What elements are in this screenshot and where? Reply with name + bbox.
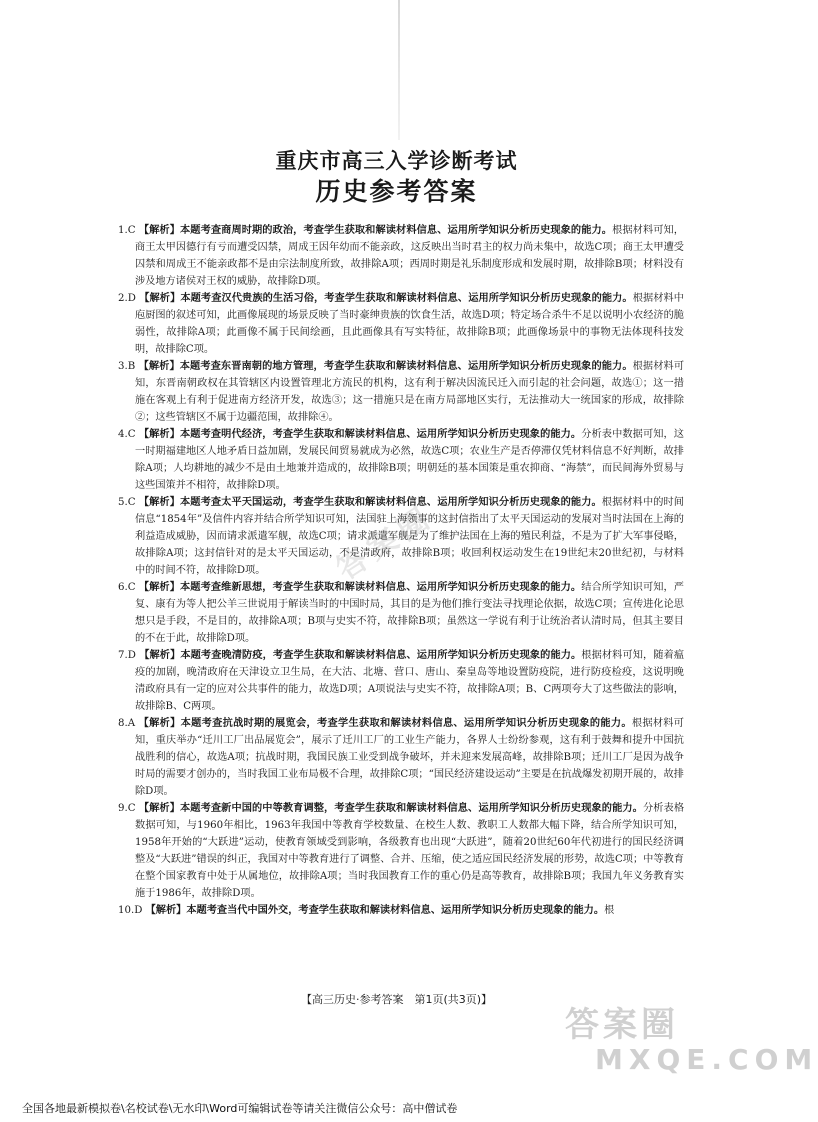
answer-lead: 【解析】本题考查明代经济，考查学生获取和解读材料信息、运用所学知识分析历史现象的能力。 <box>138 429 582 440</box>
answer-body: 结合所学知识可知，严复、康有为等人把公羊三世说用于解读当时的中国时局，其目的是为他们推行变法寻找理论依据，故选C项；宣传进化论思想只是手段，不是目的，故排除A项；B项与史实不符，故排除B项；虽然这一学说有利于让统治者认清时局，但其主要目的不在于此，故排除D项。 <box>135 582 684 644</box>
answer-number: 7.D <box>118 650 136 661</box>
answer-lead: 【解析】本题考查汉代贵族的生活习俗，考查学生获取和解读材料信息、运用所学知识分析历史现象的能力。 <box>139 293 633 304</box>
answer-body: 根据材料中庖厨图的叙述可知，此画像展现的场景反映了当时豪绅贵族的饮食生活，故选D项；特定场合杀牛不足以说明小农经济的脆弱性，故排除A项；此画像不属于民间绘画，且此画像具有写实特征，故排除B项；此画像场景中的事物无法体现科技发明，故排除C项。 <box>135 293 684 355</box>
diagonal-watermark: 答案圈 <box>330 498 441 588</box>
document-title: 历史参考答案 <box>315 177 478 206</box>
answer-body: 根 <box>604 905 615 916</box>
answer-number: 2.D <box>118 293 136 304</box>
answer-lead: 【解析】本题考查抗战时期的展览会，考查学生获取和解读材料信息、运用所学知识分析历史现象的能力。 <box>138 718 632 729</box>
answer-body: 分析表格数据可知，与1960年相比，1963年我国中等教育学校数量、在校生人数、教职工人数都大幅下降，结合所学知识可知，1958年开始的“大跃进”运动，使教育领域受到影响，各级教育也出现“大跃进”，随着20世纪60年代初进行的国民经济调整及“大跃进”错误的纠正，我国对中等教育进行了调整、合并、压缩，使之适应国民经济发展的形势，故选C项；中等教育在整个国家教育中处于从属地位，故排除A项；当时我国教育工作的重心仍是高等教育，故排除B项；我国九年义务教育实施于1986年，故排除D项。 <box>135 803 685 899</box>
answer-lead: 【解析】本题考查东晋南朝的地方管理，考查学生获取和解读材料信息、运用所学知识分析历史现象的能力。 <box>138 361 633 372</box>
answer-lead: 【解析】本题考查当代中国外交，考查学生获取和解读材料信息、运用所学知识分析历史现象的能力。 <box>145 905 605 916</box>
answer-body: 根据材料可知，重庆举办“迁川工厂出品展览会”，展示了迁川工厂的工业生产能力，各界人士纷纷参观，这有利于鼓舞和提升中国抗战胜利的信心，故选A项；抗战时期，我国民族工业受到战争破坏，并未迎来发展高峰，故排除B项；迁川工厂是因为战争时局的需要才创办的，当时我国工业布局极不合理，故排除C项；“国民经济建设运动”主要是在抗战爆发初期开展的，故排除D项。 <box>135 718 684 797</box>
answer-lead: 【解析】本题考查太平天国运动，考查学生获取和解读材料信息、运用所学知识分析历史现象的能力。 <box>138 497 602 508</box>
answer-body: 根据材料可知，东晋南朝政权在其管辖区内设置管理北方流民的机构，这有利于解决因流民迁入而引起的社会问题，故选①；这一措施在客观上有利于促进南方经济开发，故选③；这一措施只是在南方局部地区实行，无法推动大一统国家的形成，故排除②；这些管辖区不属于边疆范围，故排除④。 <box>135 361 685 423</box>
scan-fold-line <box>398 0 400 140</box>
answer-item <box>118 715 684 800</box>
answer-item <box>118 902 684 919</box>
answer-number: 8.A <box>118 718 136 729</box>
answer-number: 3.B <box>118 361 136 372</box>
answer-body: 根据材料可知，商王太甲因德行有亏而遭受囚禁，周成王因年幼而不能亲政，这反映出当时君主的权力尚未集中，故选C项；商王太甲遭受囚禁和周成王不能亲政都不是由宗法制度所致，故排除A项；西周时期是礼乐制度形成和发展时期，故排除B项；材料没有涉及地方诸侯对王权的威胁，故排除D项。 <box>135 225 684 287</box>
exam-title: 重庆市高三入学诊断考试 <box>275 149 518 173</box>
answer-lead: 【解析】本题考查商周时期的政治，考查学生获取和解读材料信息、运用所学知识分析历史现象的能力。 <box>138 225 613 236</box>
answer-body: 分析表中数据可知，这一时期福建地区人地矛盾日益加剧，发展民间贸易就成为必然，故选C项；农业生产是否停滞仅凭材料信息不好判断，故排除A项；人均耕地的减少不是由土地兼并造成的，故排除B项；明朝廷的基本国策是重农抑商、“海禁”，而民间海外贸易与这些国策并不相符，故排除D项。 <box>135 429 684 491</box>
answer-item <box>118 358 684 426</box>
answer-number: 10.D <box>118 905 143 916</box>
answer-item <box>118 426 684 494</box>
answer-number: 4.C <box>118 429 136 440</box>
answer-item <box>118 290 684 358</box>
answer-item <box>118 800 684 902</box>
answer-number: 5.C <box>118 497 136 508</box>
answer-body: 根据材料中的时间信息“1854年”及信件内容并结合所学知识可知，法国驻上海领事的这封信指出了太平天国运动的发展对当时法国在上海的利益造成威胁，因而请求派遣军舰，故选C项；请求派遣军舰是为了维护法国在上海的殖民利益，不是为了扩大军事侵略，故排除A项；这封信针对的是太平天国运动，不是清政府，故排除B项；收回利权运动发生在19世纪末20世纪初，与材料中的时间不符，故排除D项。 <box>135 497 684 576</box>
answer-lead: 【解析】本题考查新中国的中等教育调整，考查学生获取和解读材料信息、运用所学知识分析历史现象的能力。 <box>138 803 643 814</box>
answer-item <box>118 222 684 290</box>
watermark-logo-top: 答案圈 <box>565 1005 679 1045</box>
answer-item <box>118 647 684 715</box>
answer-body: 根据材料可知，随着瘟疫的加剧，晚清政府在天津设立卫生局，在大沽、北塘、营口、唐山、秦皇岛等地设置防疫院，进行防疫检疫，这说明晚清政府具有一定的应对公共事件的能力，故选D项；A项说法与史实不符，故排除A项；B、C两项夸大了这些做法的影响，故排除B、C两项。 <box>135 650 685 712</box>
answer-number: 1.C <box>118 225 136 236</box>
answer-lead: 【解析】本题考查维新思想，考查学生获取和解读材料信息、运用所学知识分析历史现象的能力。 <box>138 582 582 593</box>
watermark-logo-bottom: MXQE.COM <box>595 1043 818 1076</box>
bottom-note: 全国各地最新模拟卷\名校试卷\无水印\Word可编辑试卷等请关注微信公众号：高中僧试卷 <box>22 1102 458 1115</box>
answer-number: 9.C <box>118 803 136 814</box>
answer-item <box>118 579 684 647</box>
watermark-logo <box>565 1005 818 1076</box>
page-footer: 【高三历史·参考答案 第1页(共3页)】 <box>300 993 493 1006</box>
answer-number: 6.C <box>118 582 136 593</box>
answer-lead: 【解析】本题考查晚清防疫，考查学生获取和解读材料信息、运用所学知识分析历史现象的能力。 <box>139 650 582 661</box>
